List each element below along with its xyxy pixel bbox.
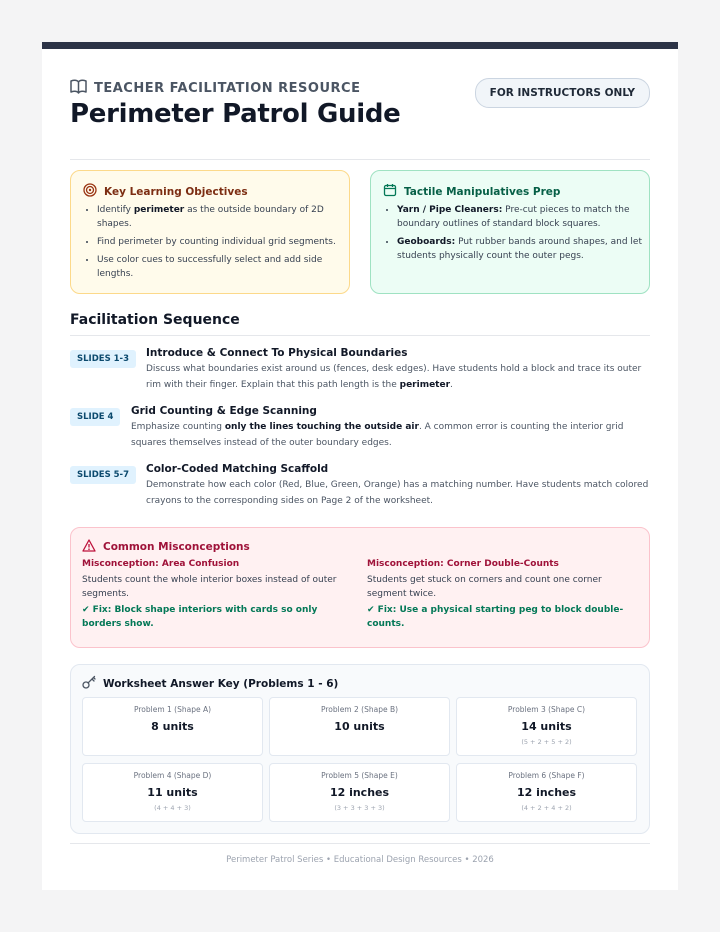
item-text: Use color cues to successfully select and add side lengths.	[97, 255, 323, 279]
misconception-item	[82, 559, 347, 631]
prep-heading	[383, 183, 560, 200]
answer-key-title: Worksheet Answer Key (Problems 1 - 6)	[103, 677, 339, 690]
answer-key-card	[70, 664, 650, 834]
divider	[70, 335, 650, 336]
answer-value: 12 inches	[329, 786, 390, 799]
item-text: Pre-cut pieces to match the boundary outlines of standard block squares.	[397, 205, 630, 229]
answer-label: Problem 6 (Shape F)	[508, 771, 585, 780]
answer-calc: (3 + 3 + 3 + 3)	[334, 804, 385, 812]
step-body	[146, 347, 650, 393]
target-icon	[83, 183, 97, 200]
divider	[70, 843, 650, 844]
step-text-part: . A common error is counting the interior grid squares themselves instead of the outer boundary edges.	[131, 422, 624, 448]
objectives-title: Key Learning Objectives	[104, 185, 248, 198]
item-text: as the outside boundary of 2D shapes.	[97, 205, 324, 229]
slide-pill: SLIDES 1-3	[70, 350, 136, 368]
page-header	[70, 49, 650, 160]
eyebrow-text: TEACHER FACILITATION RESOURCE	[94, 81, 361, 96]
step-title: Introduce & Connect To Physical Boundaries	[146, 347, 408, 359]
answer-calc: (4 + 4 + 3)	[154, 804, 191, 812]
step-title: Grid Counting & Edge Scanning	[131, 405, 317, 417]
answer-value: 10 units	[334, 720, 385, 733]
instructor-badge: FOR INSTRUCTORS ONLY	[475, 78, 650, 108]
sequence-title: Facilitation Sequence	[70, 312, 240, 328]
answer-cell	[82, 697, 263, 756]
list-item	[397, 235, 647, 263]
answer-label: Problem 2 (Shape B)	[320, 705, 399, 714]
objectives-card	[70, 170, 350, 294]
answer-cell	[456, 697, 637, 756]
item-text: Put rubber bands around shapes, and let students physically count the outer pegs.	[397, 237, 642, 261]
step-text-bold: only the lines touching the outside air	[224, 422, 419, 432]
item-text: Find perimeter by counting individual grid segments.	[97, 237, 336, 247]
answer-cell	[456, 763, 637, 822]
misconceptions-card	[70, 527, 650, 648]
misconception-item	[367, 559, 632, 631]
objectives-heading	[83, 183, 248, 200]
slide-pill: SLIDES 5-7	[70, 466, 136, 484]
warning-triangle-icon	[82, 539, 96, 555]
document-page	[42, 42, 678, 890]
step-body	[146, 463, 650, 509]
list-item	[97, 253, 347, 281]
list-item	[97, 203, 347, 231]
misconception-text: Students count the whole interior boxes instead of outer segments.	[82, 575, 337, 599]
misconception-fix: ✔ Fix: Block shape interiors with cards so only borders show.	[82, 605, 318, 629]
key-icon	[82, 675, 96, 692]
objectives-list	[83, 203, 347, 285]
step-text-bold: perimeter	[399, 380, 451, 390]
step-text-part: Discuss what boundaries exist around us (fences, desk edges). Have students hold a block and trace its outer rim with their finger. Explain that this path length is the	[146, 364, 642, 390]
page-footer: Perimeter Patrol Series • Educational Design Resources • 2026	[226, 855, 494, 865]
misconceptions-title: Common Misconceptions	[103, 541, 250, 553]
answer-value: 12 inches	[516, 786, 577, 799]
answer-key-heading	[82, 675, 338, 692]
step-text-part: Emphasize counting	[131, 422, 225, 432]
answer-label: Problem 5 (Shape E)	[321, 771, 398, 780]
step-text-part: .	[450, 380, 453, 390]
item-bold: Yarn / Pipe Cleaners:	[397, 205, 503, 215]
page-title: Perimeter Patrol Guide	[70, 99, 401, 129]
misconception-subtitle: Misconception: Corner Double-Counts	[367, 559, 559, 569]
item-text: Identify	[97, 205, 134, 215]
answer-calc: (4 + 2 + 4 + 2)	[521, 804, 572, 812]
slide-pill: SLIDE 4	[70, 408, 120, 426]
answer-value: 11 units	[147, 786, 198, 799]
item-bold: Geoboards:	[397, 237, 456, 247]
calendar-icon	[383, 183, 397, 200]
answer-grid	[82, 697, 638, 822]
item-bold: perimeter	[133, 205, 185, 215]
prep-list	[383, 203, 647, 267]
answer-label: Problem 4 (Shape D)	[133, 771, 212, 780]
answer-cell	[269, 763, 450, 822]
step-title: Color-Coded Matching Scaffold	[146, 463, 329, 475]
prep-card	[370, 170, 650, 294]
answer-label: Problem 1 (Shape A)	[133, 705, 212, 714]
step-body	[131, 405, 650, 451]
answer-value: 8 units	[151, 720, 194, 733]
answer-label: Problem 3 (Shape C)	[507, 705, 586, 714]
prep-title: Tactile Manipulatives Prep	[404, 185, 561, 198]
answer-cell	[269, 697, 450, 756]
misconceptions-heading	[82, 539, 250, 555]
step-text	[131, 419, 650, 451]
book-open-icon	[70, 79, 87, 98]
eyebrow	[70, 79, 360, 98]
step-text	[146, 361, 650, 393]
list-item	[97, 235, 347, 249]
step-text: Demonstrate how each color (Red, Blue, Green, Orange) has a matching number. Have students match colored crayons to the corresponding sides on Page 2 of the worksheet.	[146, 480, 649, 506]
misconception-subtitle: Misconception: Area Confusion	[82, 559, 240, 569]
answer-calc: (5 + 2 + 5 + 2)	[521, 738, 572, 746]
misconception-fix: ✔ Fix: Use a physical starting peg to block double-counts.	[367, 605, 624, 629]
list-item	[397, 203, 647, 231]
answer-cell	[82, 763, 263, 822]
answer-value: 14 units	[521, 720, 572, 733]
misconception-text: Students get stuck on corners and count one corner segment twice.	[367, 575, 602, 599]
